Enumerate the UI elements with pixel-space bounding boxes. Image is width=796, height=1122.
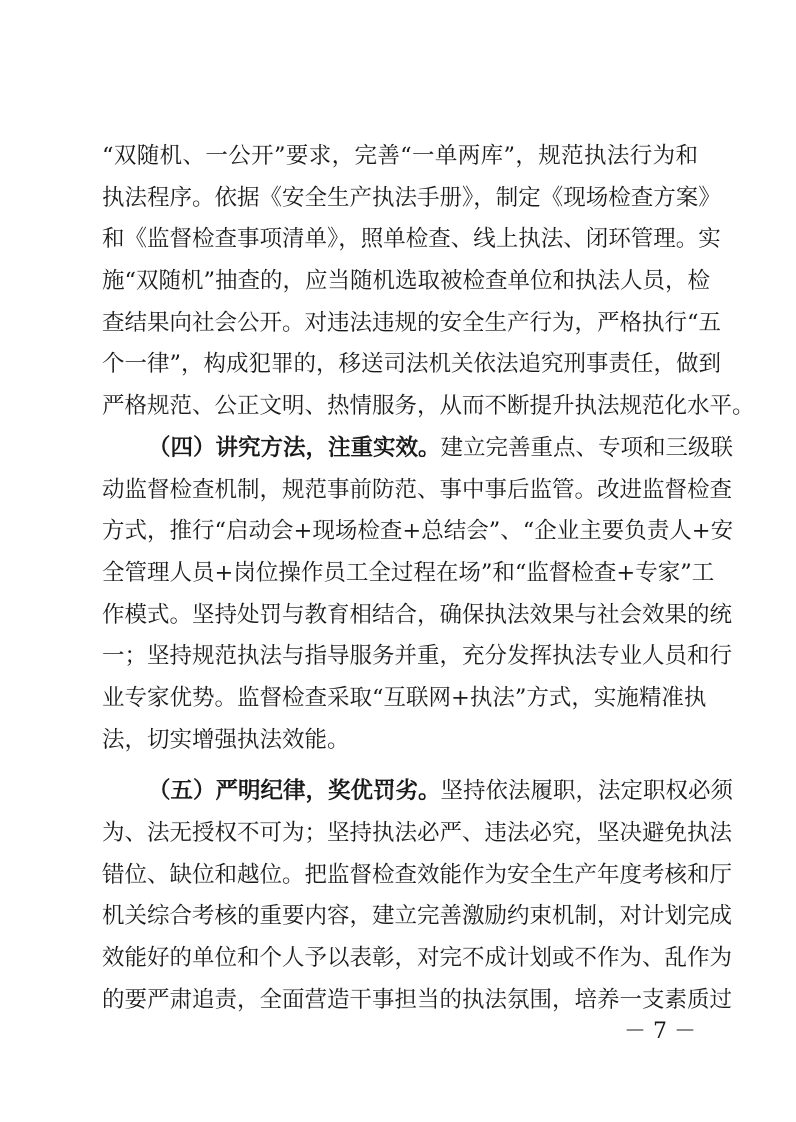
text-line: 法，切实增强执法效能。 (102, 726, 350, 753)
paragraph-1 (102, 136, 755, 428)
section-heading-5: （五）严明纪律，奖优罚劣。 (148, 778, 441, 805)
text-line: 执法程序。依据《安全生产执法手册》，制定《现场检查方案》 (102, 184, 721, 211)
text-line: 施“双随机”抽查的，应当随机选取被检查单位和执法人员，检 (102, 268, 711, 295)
text-line: 查结果向社会公开。对违法违规的安全生产行为，严格执行“五 (102, 309, 722, 336)
text-line: 的要严肃追责，全面营造干事担当的执法氛围，培养一支素质过 (102, 986, 733, 1013)
text-line: “双随机、一公开”要求，完善“一单两库”，规范执法行为和 (102, 143, 698, 169)
text-line-first (102, 428, 734, 470)
text-line: 和《监督检查事项清单》，照单检查、线上执法、闭环管理。实 (102, 226, 721, 253)
paragraph-section-4 (102, 428, 734, 762)
text-line: 方式，推行“启动会+现场检查+总结会”、“企业主要负责人+安 (102, 518, 734, 545)
paragraph-section-5 (102, 771, 734, 1021)
text-line: 一；坚持规范执法与指导服务并重，充分发挥执法专业人员和行 (102, 643, 733, 670)
text-line: 机关综合考核的重要内容，建立完善激励约束机制，对计划完成 (102, 903, 733, 930)
body-text (102, 136, 755, 1021)
section-heading-4: （四）讲究方法，注重实效。 (148, 434, 441, 461)
text-line-rest: 建立完善重点、专项和三级联 (440, 434, 734, 461)
text-line: 个一律”，构成犯罪的，移送司法机关依法追究刑事责任，做到 (102, 351, 722, 378)
paragraph-gap (102, 761, 698, 771)
text-line: 作模式。坚持处罚与教育相结合，确保执法效果与社会效果的统 (102, 601, 733, 628)
text-line: 严格规范、公正文明、热情服务，从而不断提升执法规范化水平。 (102, 393, 755, 420)
text-line: 错位、缺位和越位。把监督检查效能作为安全生产年度考核和厅 (102, 861, 733, 888)
text-line: 全管理人员+岗位操作员工全过程在场”和“监督检查+专家”工 (102, 559, 715, 586)
text-line: 为、法无授权不可为；坚持执法必严、违法必究，坚决避免执法 (102, 820, 733, 846)
text-line: 业专家优势。监督检查采取“互联网+执法”方式，实施精准执 (102, 684, 707, 711)
page-number: － 7 － (624, 1019, 696, 1044)
text-line: 动监督检查机制，规范事前防范、事中事后监管。改进监督检查 (102, 476, 733, 503)
text-line: 效能好的单位和个人予以表彰，对完不成计划或不作为、乱作为 (102, 945, 733, 972)
text-line-first (102, 771, 734, 813)
text-line-rest: 坚持依法履职，法定职权必须 (440, 778, 734, 805)
